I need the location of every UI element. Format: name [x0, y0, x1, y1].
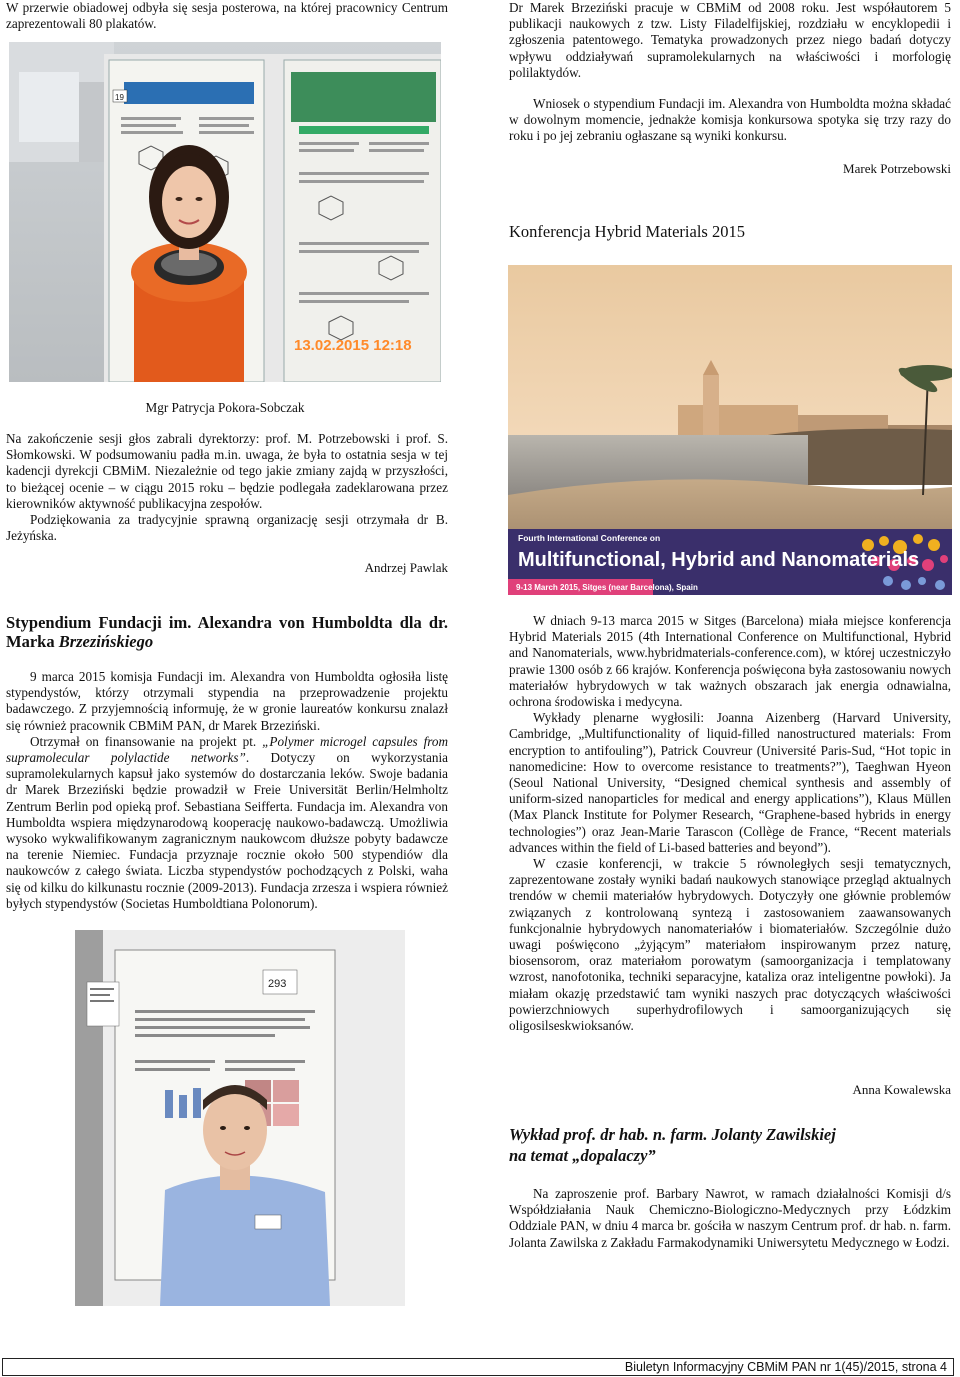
- project-title: „Polymer microgel capsules from supramolecular polylactide networks”: [6, 733, 448, 766]
- photo-brzezinski-poster: [75, 930, 405, 1306]
- humboldt-application-text: Wniosek o stypendium Fundacji im. Alexandra von Humboldta można składać w dowolnym momencie, jednakże komisja konkursowa spotyka się trzy razy do roku i po jej zebraniu ogłaszane są wyniki konkursu.: [509, 96, 951, 144]
- poster-number-label: 19: [115, 93, 124, 102]
- brzezinski-bio-text: Dr Marek Brzeziński pracuje w CBMiM od 2008 roku. Jest współautorem 5 publikacji naukowych z tzw. Listy Filadelfijskiej, rozdziału w encyklopedii i zgłoszenia patentowego. Tematyka prowadzonych przez niego badań dotyczy wpływu oddziaływań supramolekularnych na właściwości i morfologię polilaktydów.: [509, 0, 951, 80]
- conference-text: W dniach 9-13 marca 2015 w Sitges (Barcelona) miała miejsce konferencja Hybrid Materials 2015 (4th International Conference on Multifunctional, Hybrid and Nanomaterials, www.hybridmaterials-conference.com), w której uczestniczyło prawie 1300 osób z 66 krajów. Konferencja poświęcona była zastosowaniu nowych materiałów hybrydowych w tak ważnych obszarach jak energia odnawialna, ochrona środowiska i medycyna. Wykłady plenarne wygłosili: Joanna Aizenberg (Harvard University, Cambridge, „Multifunctionality of liquid-filled nanostructured materials: From encryption to antifouling”), Patrick Couvreur (Université Paris-Sud, “Hot topic in nanomedicine: How to overcome resistance to treatments?”), Taeghwan Hyeon (Seoul National University, “Designed chemical synthesis and assembly of uniform-sized nanoparticles for medical and energy applications”), Klaus Müllen (Max Planck Institute for Polymer Research, “Graphene-based hybrids in energy technologies”) oraz Jean-Marie Tarascon (Collège de France, “Recent materials advances within the field of Li-based batteries and beyond”). W czasie konferencji, w trakcie 5 równoległych sesji tematycznych, zaprezentowane zostały wyniki badań naukowych stanowiące przegląd aktualnych trendów w chemii materiałów hybrydowych. Dotyczyły one głównie problemów związanych z kontrolowaną syntezą i zastosowaniem zaawansowanych funkcjonalnie hybrydowych nanomateriałów i biomateriałów. Szczególnie dużo uwagi poświęcono „żyjącym” materiałom inspirowanym przez naturę, biosensorom, oraz materiałom porowatym (samoorganizacja i templatowany wzrost, nanofotonika, techniki separacyjne, kataliza oraz inteligentne powłoki). Ja miałam okazję przedstawić tam wyniki naszych prac dotyczących właściwości powierzchniowych superhydrofilowych i samoorganizujących się oligosilseskwioksanów.: [509, 613, 951, 1034]
- photo-timestamp: 13.02.2015 12:18: [294, 337, 412, 354]
- signature-pawlak: Andrzej Pawlak: [364, 560, 448, 575]
- poster-number-293: 293: [268, 978, 287, 990]
- brzezinski-image: [75, 930, 405, 1306]
- humboldt-heading-name: Brzezińskiego: [58, 632, 154, 651]
- page-footer: Biuletyn Informacyjny CBMiM PAN nr 1(45)/2015, strona 4: [2, 1358, 954, 1376]
- humboldt-text: 9 marca 2015 komisja Fundacji im. Alexandra von Humboldta ogłosiła listę stypendystów, którzy otrzymali stypendia na przeprowadzenie projektu badawczego. Z przyjemnością informuję, że w gronie laureatów konkursu znalazł się również pracownik CBMiM PAN, dr Marek Brzeziński. Otrzymał on finansowanie na projekt pt. „Polymer microgel capsules from supramolecular polylactide networks”. Dotyczy on wykorzystania supramolekularnych kapsuł jako systemów do dostarczania leków. Swoje badania dr Marek Brzeziński będzie prowadził w Freie Universität Berlin/Helmholtz Zentrum Berlin pod opieką prof. Sebastiana Seifferta. Fundacja im. Alexandra von Humboldta wspiera międzynarodową kooperację naukowo-badawczą. Umożliwia wysoko wykwalifikowanym zagranicznym naukowcom dłuższe pobyty badawcze na terenie Niemiec. Fundacja przyznaje rocznie około 500 stypendiów dla naukowców z całego świata. Liczba stypendystów pochodzących z Polski, waha się od kilku do kilkunastu rocznie (2009-2013). Fundacja zrzesza i wspiera również byłych stypendystów (Societas Humboldtiana Polonorum).: [6, 669, 448, 911]
- photo-poster-session: [9, 42, 441, 382]
- lecture-heading: Wykład prof. dr hab. n. farm. Jolanty Zawilskiej na temat „dopalaczy”: [509, 1125, 836, 1165]
- session-summary-text: Na zakończenie sesji głos zabrali dyrektorzy: prof. M. Potrzebowski i prof. S. Słomkowski. W podsumowaniu padła m.in. uwaga, że była to ostatnia sesja w tej kadencji dyrekcji CBMiM. Niezależnie od tego jakie zmiany zajdą w przyszłości, to bieżącej ocenie – w ciągu 2015 roku – będzie podlegała zadeklarowana przez kierowników aktywność publikacyjna zespołów. Podziękowania za tradycyjnie sprawną organizację sesji otrzymała dr B. Jeżyńska.: [6, 431, 448, 544]
- banner-line2: Multifunctional, Hybrid and Nanomaterials: [518, 549, 920, 571]
- signature-kowalewska: Anna Kowalewska: [852, 1082, 951, 1097]
- humboldt-heading: Stypendium Fundacji im. Alexandra von Humboldta dla dr. Marka Brzezińskiego: [6, 613, 448, 651]
- banner-line3: 9-13 March 2015, Sitges (near Barcelona), Spain: [516, 583, 698, 592]
- photo-caption-pokora: Mgr Patrycja Pokora-Sobczak: [145, 400, 305, 415]
- conference-heading: Konferencja Hybrid Materials 2015: [509, 222, 745, 241]
- photo-sitges-conference: [508, 265, 952, 595]
- banner-line1: Fourth International Conference on: [518, 533, 661, 543]
- lecture-text: Na zaproszenie prof. Barbary Nawrot, w ramach działalności Komisji d/s Współdziałania Nauk Chemiczno-Biologiczno-Medycznych przy Łódzkim Oddziale PAN, w dniu 4 marca br. gościła w naszym Centrum prof. dr hab. n. farm. Jolanta Zawilska z Zakładu Farmakodynamiki Uniwersytetu Medycznego w Łodzi.: [509, 1186, 951, 1250]
- sitges-beach-image: [508, 265, 952, 595]
- poster-session-text: W przerwie obiadowej odbyła się sesja posterowa, na której pracownicy Centrum zaprezentowali 80 plakatów.: [6, 0, 448, 32]
- signature-potrzebowski: Marek Potrzebowski: [843, 161, 951, 176]
- poster-session-image: [9, 42, 441, 382]
